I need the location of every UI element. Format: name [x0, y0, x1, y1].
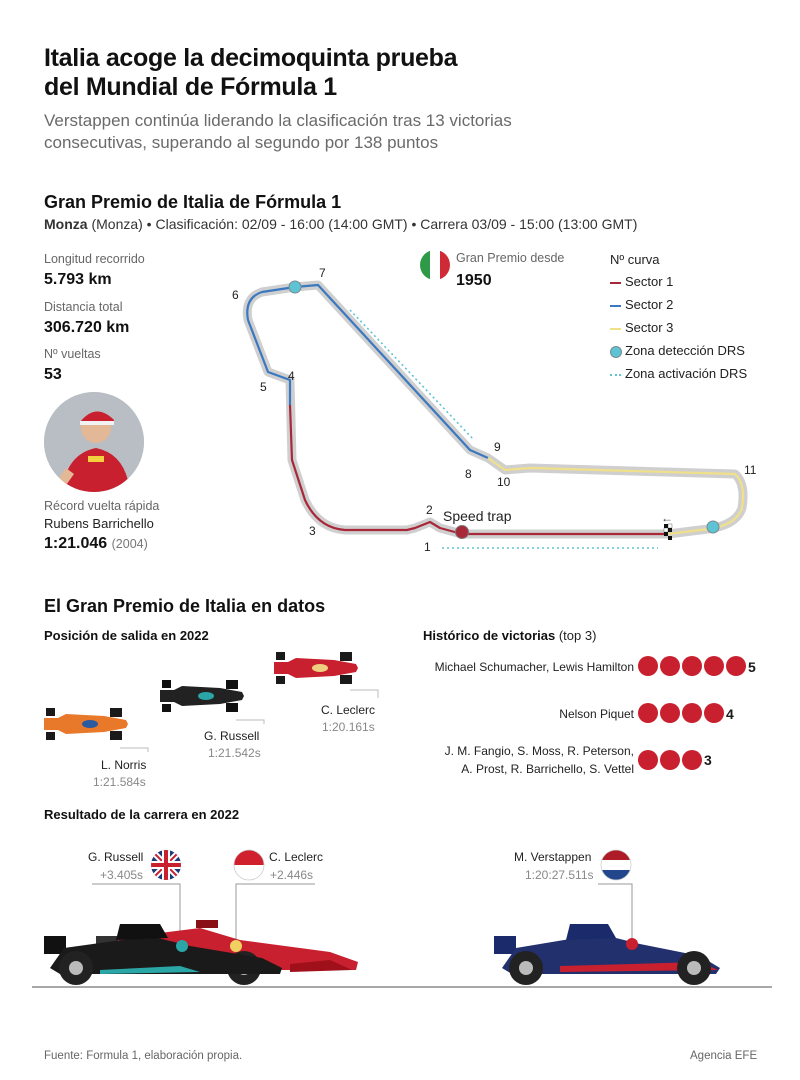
- result-title: Resultado de la carrera en 2022: [44, 807, 240, 822]
- result-gap-verstappen: 1:20:27.511s: [525, 868, 594, 882]
- grid-driver-2: G. Russell: [204, 729, 260, 743]
- wins-row-2-label: Nelson Piquet: [559, 707, 634, 721]
- legend-sector1-label: Sector 1: [625, 274, 674, 289]
- corner-8: 8: [465, 467, 472, 481]
- corner-1: 1: [424, 540, 431, 554]
- corner-11: 11: [744, 463, 757, 477]
- laps-label: Nº vueltas: [44, 347, 101, 361]
- legend-drs-active-label: Zona activación DRS: [625, 366, 748, 381]
- netherlands-flag-icon: [601, 850, 631, 880]
- laps-value: 53: [44, 366, 62, 383]
- direction-arrow-icon: ←: [661, 511, 673, 525]
- grid-time-3: 1:21.584s: [93, 775, 146, 789]
- grid-time-1: 1:20.161s: [322, 720, 375, 734]
- subtitle-line-1: Verstappen continúa liderando la clasificación tras 13 victorias: [44, 111, 512, 130]
- grid-connector-2: [236, 720, 264, 724]
- wins-title-text: Histórico de victorias: [423, 628, 556, 643]
- wins-row-3-dots: [638, 750, 704, 770]
- result-gap-russell: +3.405s: [100, 868, 144, 882]
- grid-driver-3: L. Norris: [101, 758, 147, 772]
- record-label: Récord vuelta rápida: [44, 499, 160, 513]
- wins-row-3-count: 3: [704, 752, 712, 768]
- corner-7: 7: [319, 266, 326, 280]
- corner-4: 4: [288, 369, 295, 383]
- record-driver: Rubens Barrichello: [44, 516, 154, 531]
- wins-row-2-count: 4: [726, 706, 734, 722]
- subtitle-line-2: consecutivas, superando al segundo por 138 puntos: [44, 133, 439, 152]
- gp-schedule-text: (Monza) • Clasificación: 02/09 - 16:00 (14:00 GMT) • Carrera 03/09 - 15:00 (13:00 GMT): [87, 216, 638, 232]
- corner-9: 9: [494, 440, 501, 454]
- wins-title: [423, 628, 596, 643]
- monaco-flag-icon: [234, 850, 264, 880]
- legend-sector3-label: Sector 3: [625, 320, 674, 335]
- grid-connector-3: [120, 748, 148, 752]
- title-line-2: del Mundial de Fórmula 1: [44, 73, 337, 101]
- corner-6: 6: [232, 288, 239, 302]
- distance-value: 306.720 km: [44, 319, 130, 336]
- drs-activation-zone-1: [350, 310, 474, 440]
- result-driver-russell: G. Russell: [88, 850, 144, 864]
- wins-row-1-count: 5: [748, 659, 756, 675]
- since-value: 1950: [456, 272, 492, 289]
- legend-sector2-label: Sector 2: [625, 297, 674, 312]
- wins-row-3-label-2: A. Prost, R. Barrichello, S. Vettel: [461, 762, 634, 776]
- speed-trap-point: [456, 526, 469, 539]
- track-outline: [247, 285, 743, 534]
- gp-title: Gran Premio de Italia de Fórmula 1: [44, 192, 342, 212]
- length-label: Longitud recorrido: [44, 252, 145, 266]
- result-gap-leclerc: +2.446s: [270, 868, 314, 882]
- length-value: 5.793 km: [44, 271, 112, 288]
- grid-car-russell: [160, 680, 244, 712]
- result-driver-leclerc: C. Leclerc: [269, 850, 324, 864]
- corner-5: 5: [260, 380, 267, 394]
- grid-car-norris: [44, 708, 128, 740]
- grid-car-leclerc: [274, 652, 358, 684]
- corner-2: 2: [426, 503, 433, 517]
- record-year: (2004): [111, 537, 148, 551]
- wins-row-1-dots: [638, 656, 748, 676]
- uk-flag-icon: [150, 849, 182, 881]
- gp-circuit: Monza: [44, 216, 88, 232]
- data-section-title: El Gran Premio de Italia en datos: [44, 596, 326, 616]
- result-connector-leclerc: [236, 884, 315, 942]
- grid-driver-1: C. Leclerc: [321, 703, 376, 717]
- legend-title: Nº curva: [610, 252, 660, 267]
- grid-time-2: 1:21.542s: [208, 746, 261, 760]
- wins-subtitle: (top 3): [558, 628, 597, 643]
- result-car-verstappen: [494, 924, 720, 985]
- record-time: 1:21.046: [44, 535, 108, 552]
- footer-source: Fuente: Formula 1, elaboración propia.: [44, 1050, 243, 1062]
- title-line-1: Italia acoge la decimoquinta prueba: [44, 44, 458, 72]
- grid-title: Posición de salida en 2022: [44, 628, 209, 643]
- distance-label: Distancia total: [44, 300, 123, 314]
- grid-connector-1: [350, 690, 378, 698]
- wins-row-1-label: Michael Schumacher, Lewis Hamilton: [434, 660, 634, 674]
- legend-drs-detect-label: Zona detección DRS: [625, 343, 745, 358]
- wins-row-3-label-1: J. M. Fangio, S. Moss, R. Peterson,: [444, 744, 634, 758]
- wins-row-2-dots: [638, 703, 726, 723]
- drs-detection-point-2: [707, 521, 719, 533]
- race-result: [0, 840, 800, 1000]
- corner-3: 3: [309, 524, 316, 538]
- drs-detection-point-1: [289, 281, 301, 293]
- result-driver-verstappen: M. Verstappen: [514, 850, 592, 864]
- speed-trap-label: Speed trap: [443, 508, 512, 524]
- since-label: Gran Premio desde: [456, 251, 565, 265]
- footer-agency: Agencia EFE: [690, 1050, 758, 1062]
- corner-10: 10: [497, 475, 511, 489]
